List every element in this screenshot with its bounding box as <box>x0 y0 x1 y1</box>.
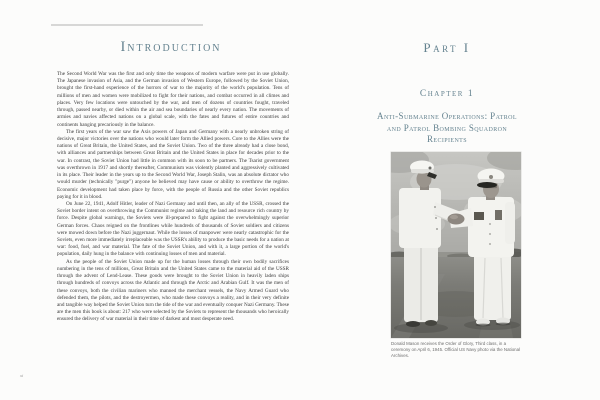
page-title: Introduction <box>120 39 222 55</box>
chapter-subtitle <box>357 111 537 146</box>
chapter-subtitle-line: Recipients <box>426 134 467 145</box>
chapter-subtitle-line: Anti-Submarine Operations: Patrol <box>377 111 517 121</box>
page-number: xi <box>20 373 24 378</box>
officers-handshake-photo <box>391 152 521 338</box>
chapter-subtitle-line: and Patrol Bombing Squadron <box>386 122 508 133</box>
page-edge-artifact <box>51 24 203 26</box>
photo-caption: Donald Mason receives the Order of Glory, Third class, in a ceremony on April 6, 1945. Official US Navy photo via the National Archives. <box>391 341 521 358</box>
paragraph: The Second World War was the first and only time the weapons of modern warfare were put in use globally. The Japanese invasion of Asia, and the German invasion of Western Europe, followed by the Soviet Union, brought the first-hand experience of the horrors of war to the majority of the world's population. Tens of millions of men and women were mobilized to fight for their nations, and combat occurred in all climes and places. Very few locations were untouched by the war, and men of dozens of countries fought, traveled through, passed nearby, or died within the air and sea boundaries of nearly every nation. The movements of armies and navies affected nations on a global scale, with the fates and futures of entire countries and continents hanging precariously in the balance. <box>57 71 289 128</box>
paragraph: The first years of the war saw the Axis powers of Japan and Germany with a nearly unbroken string of decisive, major victories over the nations who would later form the Allied powers. Core to the Allies were the nations of Great Britain, the United States, and the Soviet Union. Two of the three already had a close bond, with alliances and partnerships between Great Britain and the United States in place for decades prior to the war. In contrast, the Soviet Union had little in common with its soon to be partners. The Tsarist government was overthrown in 1917 and shortly thereafter, Communism was violently planted and aggressively cultivated in its place. Their leader in the years up to the Second World War, Joseph Stalin, was an absolute dictator who would murder (technically "purge") anyone he believed may have cause or ability to overthrow the regime. Economic development had taken place by force, with the people of Russia and the other Soviet republics paying for it in blood. <box>57 128 289 200</box>
paragraph: As the people of the Soviet Union made up for the human losses through their own bodily sacrifices numbering in the tens of millions, Great Britain and the United States came to the material aid of the USSR through the advent of Lend-Lease. These goods were brought to the Soviet Union in heavily laden ships through hundreds of convoys across the Atlantic and through the Arctic and Arabian Gulf. It was the men of these convoys, both the civilian mariners who manned the merchant vessels, the Navy Armed Guard who defended them, the pilots, and the destroyermen, who made these convoys a reality, and in their very definite and tangible way helped the Soviet Union turn the tide of the war and eventually conquer Nazi Germany. These are the men this book is about: 217 who were selected by the Soviets to represent the thousands who heroically ensured the delivery of war material in their time of darkest and most desperate need. <box>57 258 289 323</box>
photo-illustration <box>391 152 521 338</box>
introduction-body <box>57 71 289 324</box>
chapter-title: Chapter 1 <box>419 89 475 99</box>
paragraph: On June 22, 1941, Adolf Hitler, leader of Nazi Germany and until then, an ally of the USSR, crossed the Soviet border intent on overthrowing the Communist regime and taking the land and resource rich country by force. Despite global warnings, the Soviets were ill-prepared to fight against the overwhelmingly superior German forces. Chaos reigned on the frontlines while hundreds of thousands of Soviet soldiers and citizens were mowed down before the Nazi juggernaut. While the losses of manpower were nearly catastrophic for the Soviets, even more immediately irreplaceable was the USSR's ability to produce the basic needs for a nation at war: food, fuel, and war material. The fate of the Soviet Union, and with it, a large portion of the world's population, daily hung in the balance with continuing losses of men and material. <box>57 200 289 258</box>
part-title: Part I <box>423 40 471 55</box>
